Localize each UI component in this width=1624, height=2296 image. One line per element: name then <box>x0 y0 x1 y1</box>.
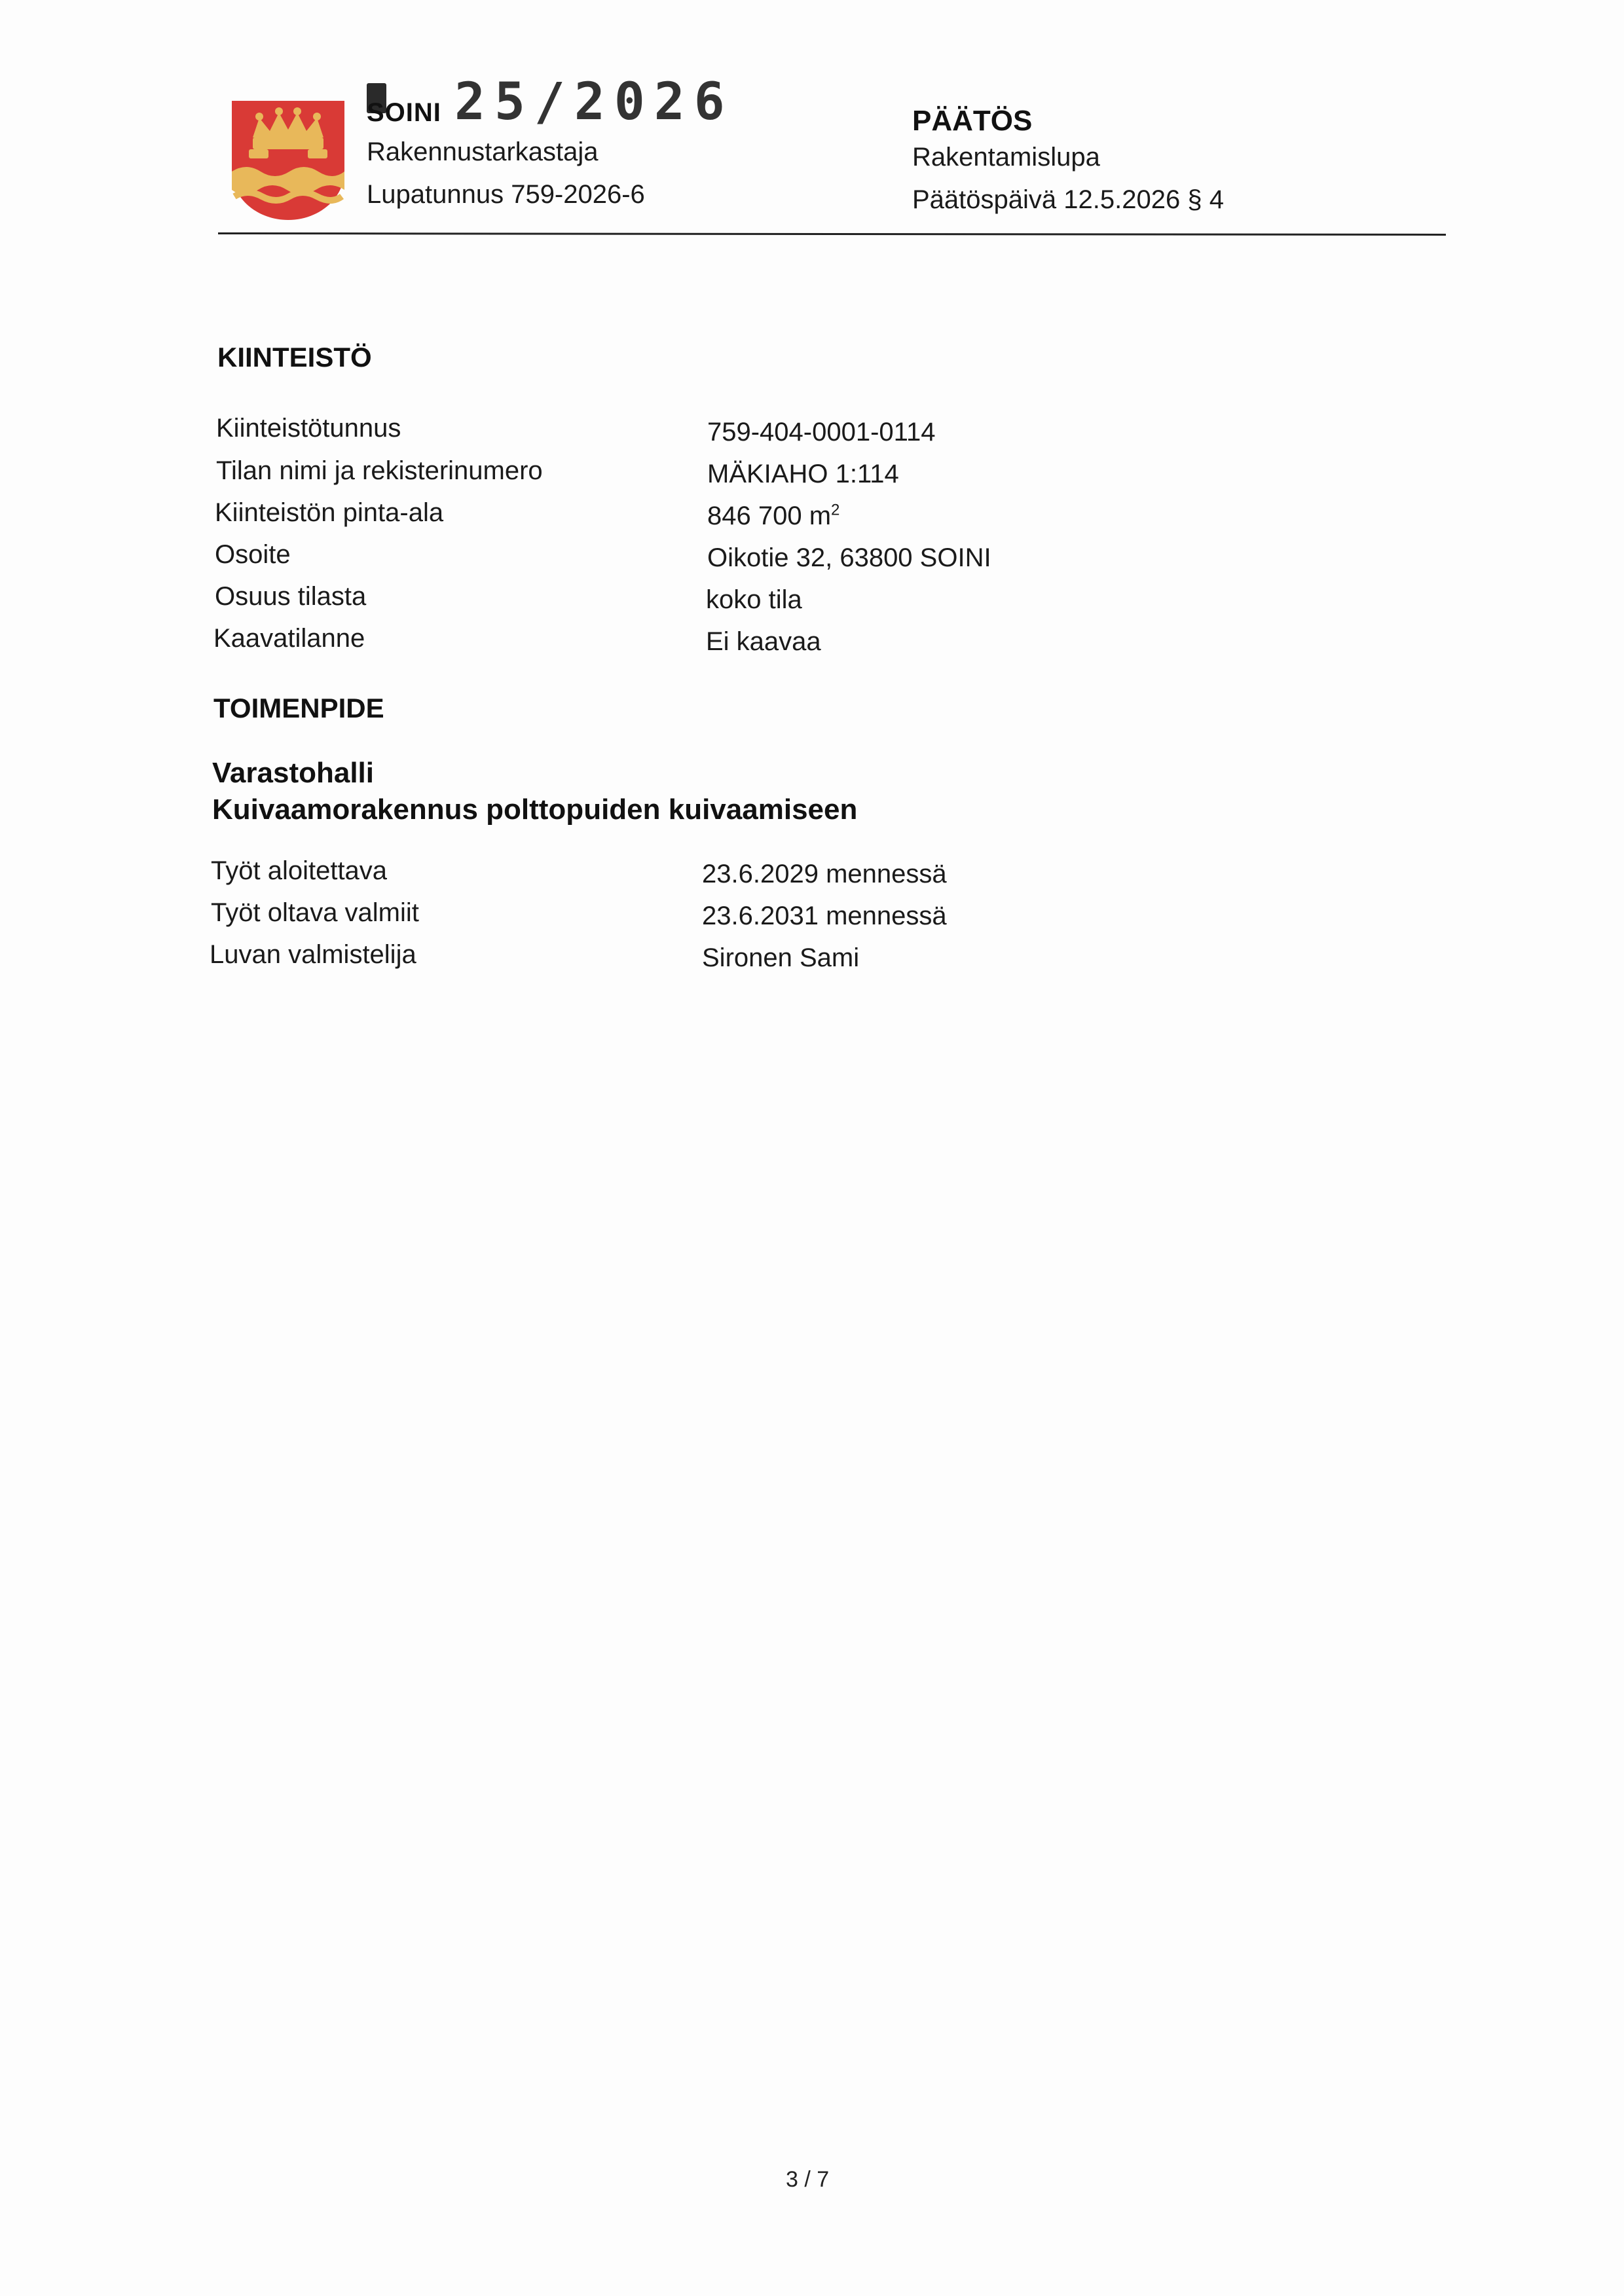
action-label: Työt oltava valmiit <box>211 898 419 927</box>
property-heading: KIINTEISTÖ <box>217 342 372 373</box>
action-title-line-1: Varastohalli <box>212 757 375 789</box>
property-value: koko tila <box>706 585 802 614</box>
property-label: Tilan nimi ja rekisterinumero <box>216 456 543 485</box>
stamp-number: 25/2026 <box>454 73 734 132</box>
property-value-area <box>707 501 840 531</box>
property-label: Kaavatilanne <box>213 624 365 653</box>
action-heading: TOIMENPIDE <box>213 693 384 723</box>
page-number: 3 / 7 <box>786 2167 830 2192</box>
department-name: Rakennustarkastaja <box>367 137 599 166</box>
action-title-line-2: Kuivaamorakennus polttopuiden kuivaamiseen <box>212 793 858 826</box>
decision-date: Päätöspäivä 12.5.2026 § 4 <box>912 185 1224 214</box>
property-label: Osuus tilasta <box>215 582 367 611</box>
area-unit-exponent: 2 <box>831 501 840 519</box>
action-label: Työt aloitettava <box>211 856 388 885</box>
municipality-name: SOINI <box>367 98 441 127</box>
property-label: Kiinteistötunnus <box>216 414 401 443</box>
document-type: PÄÄTÖS <box>912 105 1033 137</box>
action-value: 23.6.2031 mennessä <box>702 902 947 930</box>
permit-id: Lupatunnus 759-2026-6 <box>367 180 645 209</box>
action-value: Sironen Sami <box>702 943 860 972</box>
property-label: Kiinteistön pinta-ala <box>215 498 444 527</box>
area-value: 846 700 m <box>707 501 832 530</box>
property-value: 759-404-0001-0114 <box>707 418 936 446</box>
action-label: Luvan valmistelija <box>210 940 416 969</box>
property-value: MÄKIAHO 1:114 <box>707 460 899 488</box>
property-label: Osoite <box>215 540 291 569</box>
document-subtype: Rakentamislupa <box>912 143 1100 172</box>
header-divider <box>218 232 1446 236</box>
action-value: 23.6.2029 mennessä <box>702 860 947 888</box>
soini-coat-of-arms-icon <box>229 98 347 223</box>
property-value: Ei kaavaa <box>706 627 821 656</box>
property-value: Oikotie 32, 63800 SOINI <box>707 543 991 572</box>
